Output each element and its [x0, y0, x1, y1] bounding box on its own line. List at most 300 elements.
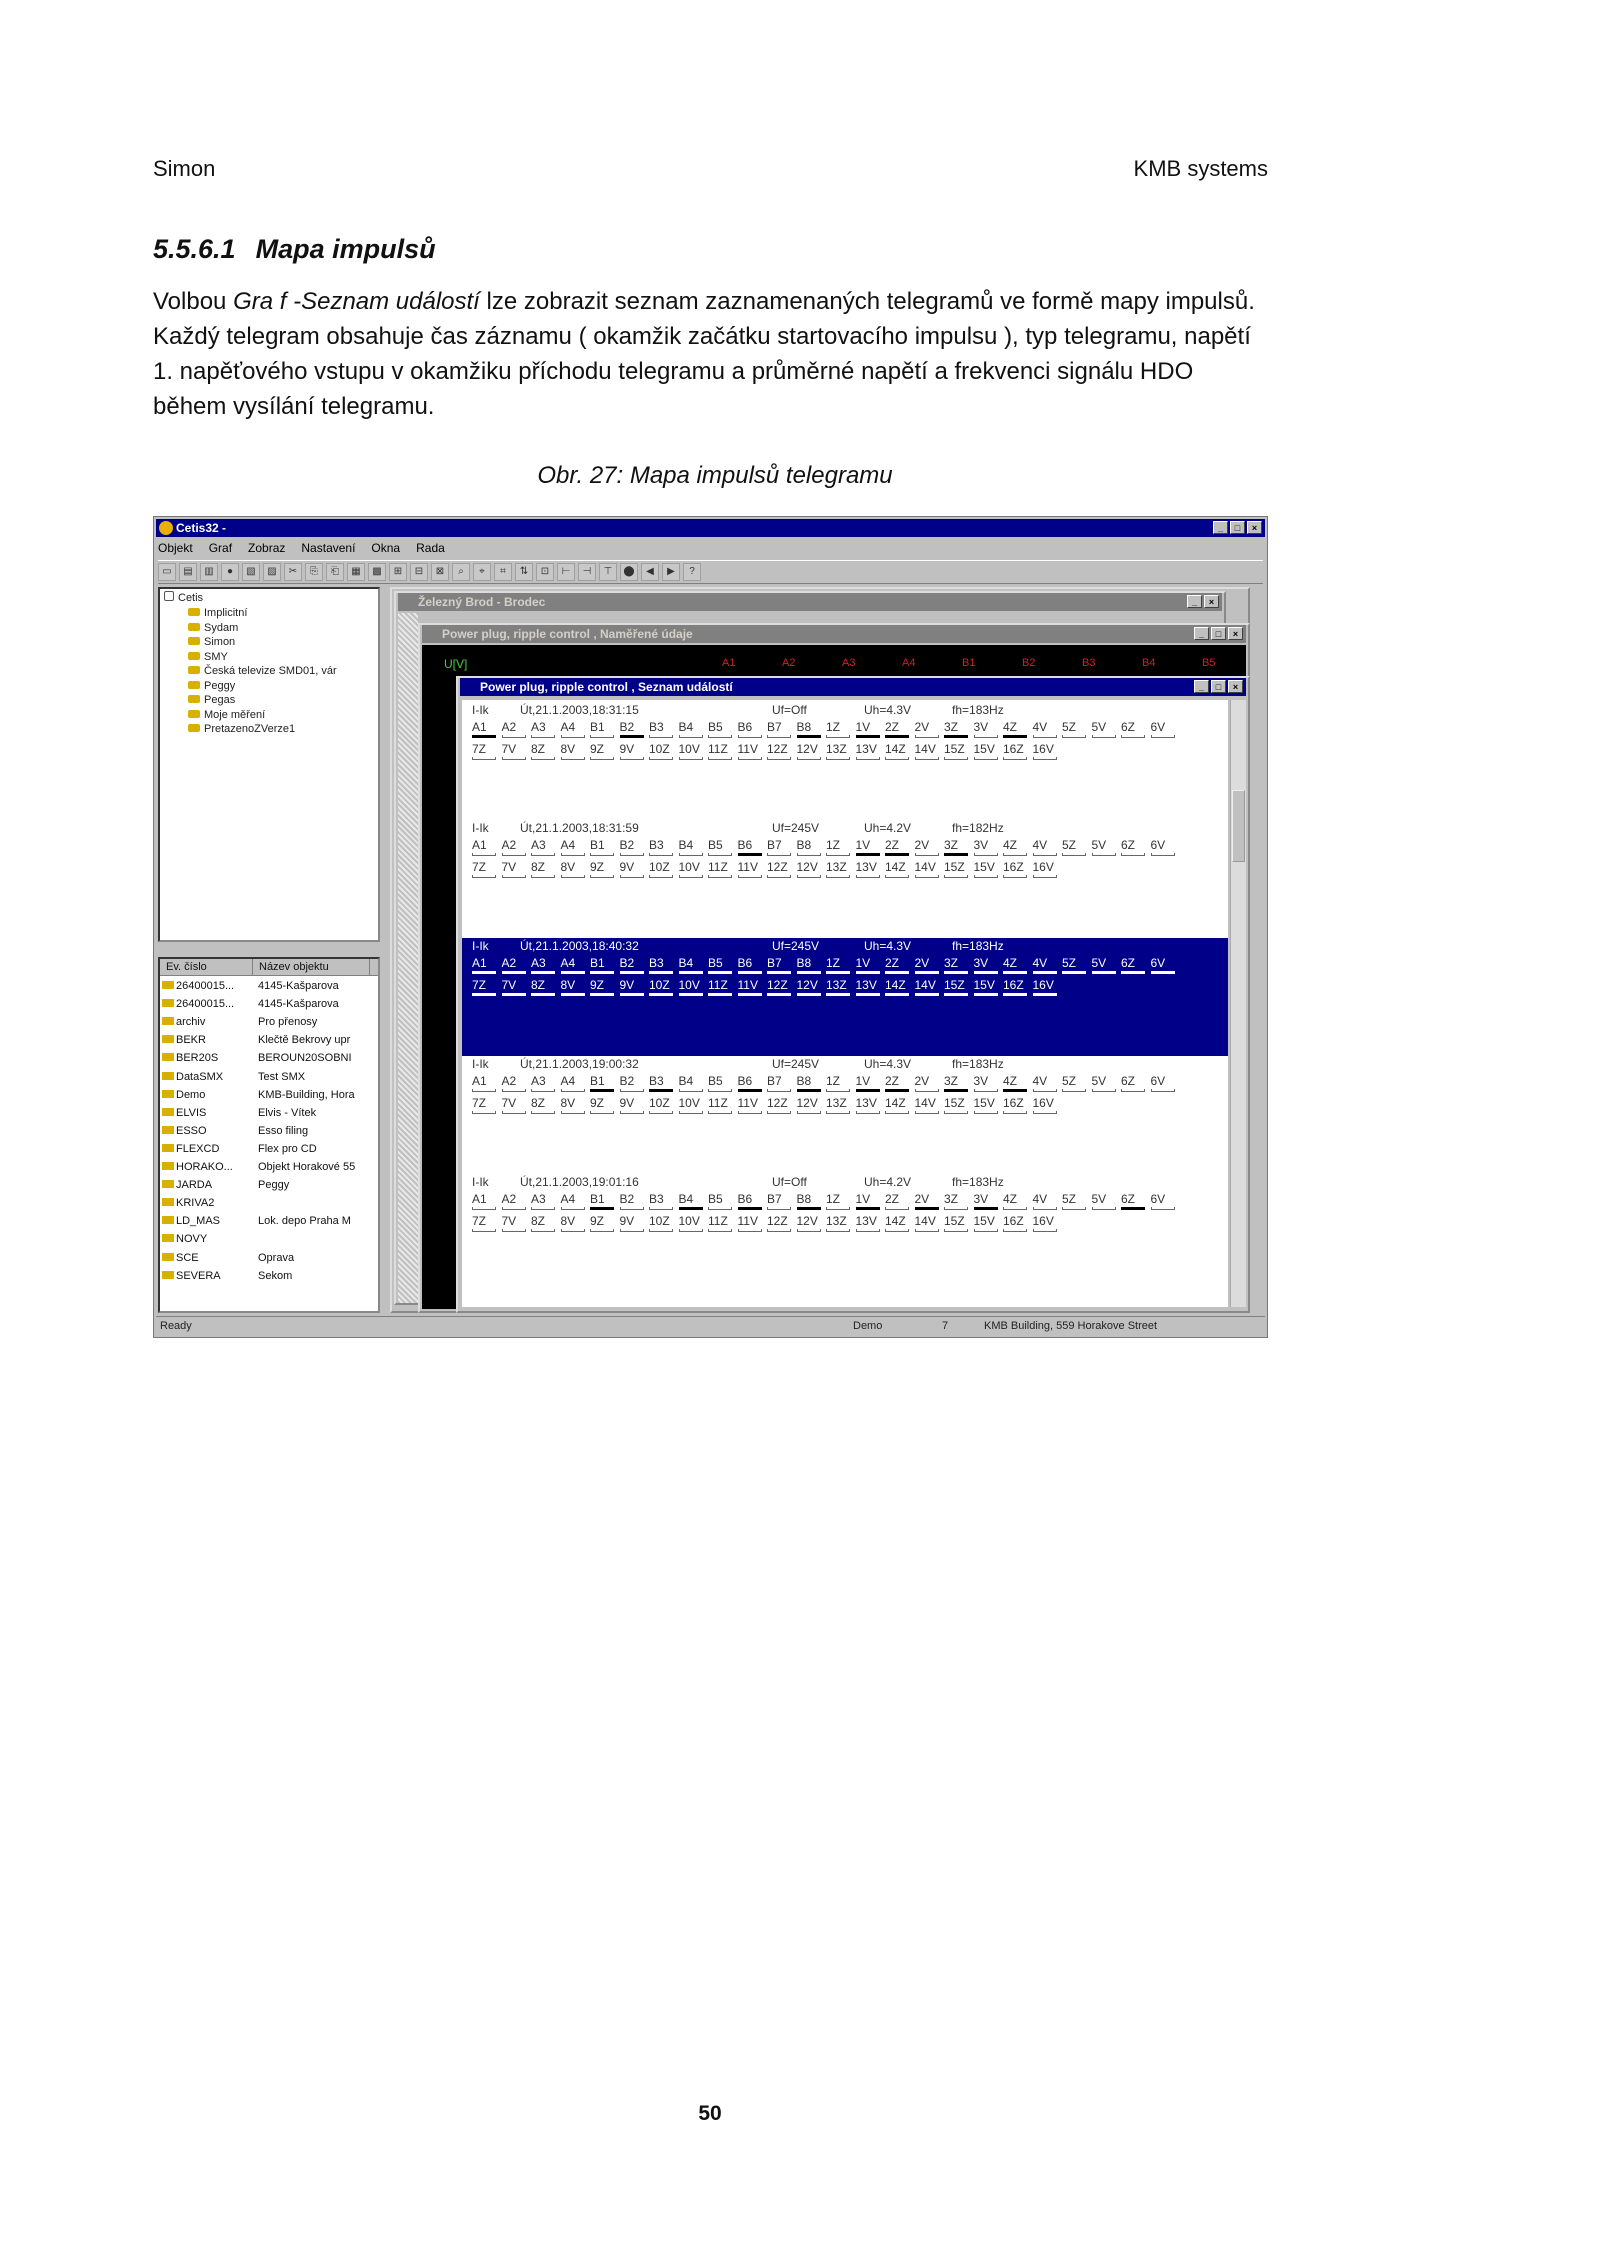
- list-row[interactable]: [160, 977, 378, 995]
- impulse-cell: 12V: [795, 1096, 825, 1110]
- impulse-cell: A2: [500, 838, 530, 852]
- impulse-cell: 6V: [1149, 720, 1179, 734]
- impulse-cell: 14Z: [883, 1096, 913, 1110]
- list-cell-nazev: Esso filing: [258, 1124, 309, 1137]
- impulse-cell: 7V: [500, 742, 530, 756]
- event-time: Út,21.1.2003,18:31:15: [520, 703, 639, 717]
- impulse-cell: 1V: [854, 956, 884, 970]
- impulse-cell: A1: [470, 838, 500, 852]
- minimize-icon[interactable]: _: [1194, 680, 1209, 693]
- impulse-cell: 14Z: [883, 742, 913, 756]
- impulse-cell: 14Z: [883, 1214, 913, 1228]
- list-row[interactable]: [160, 1230, 378, 1248]
- list-row[interactable]: [160, 1249, 378, 1267]
- impulse-cell: A1: [470, 1192, 500, 1206]
- impulse-cell: B4: [677, 1192, 707, 1206]
- minimize-icon[interactable]: _: [1194, 627, 1209, 640]
- impulse-cell: 13Z: [824, 1214, 854, 1228]
- event-type: I-Ik: [472, 1175, 489, 1189]
- chart-label: A2: [782, 657, 796, 669]
- impulse-cell: 16Z: [1001, 1096, 1031, 1110]
- impulse-cell: B1: [588, 838, 618, 852]
- list-cell-nazev: KMB-Building, Hora: [258, 1088, 355, 1101]
- impulse-cell: B7: [765, 1074, 795, 1088]
- toolbar-button-icon[interactable]: ▦: [347, 563, 365, 581]
- list-cell-evcislo: 26400015...: [162, 977, 254, 995]
- impulse-row-1: [470, 838, 1178, 852]
- impulse-cell: A3: [529, 838, 559, 852]
- impulse-cell: 5V: [1090, 1074, 1120, 1088]
- seznam-title: Power plug, ripple control , Seznam událostí: [480, 680, 733, 694]
- impulse-cell: B5: [706, 720, 736, 734]
- section-title-text: Mapa impulsů: [255, 234, 436, 264]
- impulse-cell: B6: [736, 1074, 766, 1088]
- toolbar-button-icon[interactable]: ✂: [284, 563, 302, 581]
- menu-item[interactable]: Zobraz: [248, 541, 286, 555]
- status-ready: Ready: [160, 1320, 192, 1332]
- list-cell-evcislo: SCE: [162, 1249, 254, 1267]
- event-item[interactable]: [462, 1174, 1228, 1292]
- event-scrollbar[interactable]: [1230, 700, 1246, 1307]
- list-header-nazev[interactable]: Název objektu: [253, 959, 370, 975]
- event-meta: [472, 1057, 1228, 1073]
- impulse-cell: 11Z: [706, 1096, 736, 1110]
- impulse-cell: B1: [588, 1192, 618, 1206]
- toolbar-button-icon[interactable]: ⌗: [494, 563, 512, 581]
- list-cell-evcislo: 26400015...: [162, 995, 254, 1013]
- impulse-cell: 6Z: [1119, 956, 1149, 970]
- impulse-cell: 16V: [1031, 978, 1061, 992]
- impulse-cell: B6: [736, 838, 766, 852]
- impulse-cell: 10Z: [647, 742, 677, 756]
- impulse-cell: 1V: [854, 1192, 884, 1206]
- toolbar-button-icon[interactable]: ◀: [641, 563, 659, 581]
- impulse-cell: 14V: [913, 1096, 943, 1110]
- event-item[interactable]: [462, 938, 1228, 1056]
- impulse-cell: 4Z: [1001, 956, 1031, 970]
- impulse-cell: 15V: [972, 742, 1002, 756]
- list-row[interactable]: [160, 1267, 378, 1285]
- impulse-cell: 5Z: [1060, 838, 1090, 852]
- list-cell-nazev: Klečtě Bekrovy upr: [258, 1034, 351, 1047]
- impulse-cell: 11V: [736, 860, 766, 874]
- impulse-cell: 7Z: [470, 742, 500, 756]
- impulse-cell: 12Z: [765, 978, 795, 992]
- impulse-cell: 1V: [854, 1074, 884, 1088]
- list-row[interactable]: [160, 1104, 378, 1122]
- impulse-cell: 13Z: [824, 1096, 854, 1110]
- app-title: Cetis32 -: [176, 521, 227, 535]
- impulse-cell: 11V: [736, 978, 766, 992]
- app-titlebar: [156, 519, 1265, 537]
- impulse-cell: 2V: [913, 720, 943, 734]
- toolbar-button-icon[interactable]: ⊡: [536, 563, 554, 581]
- impulse-cell: 2Z: [883, 720, 913, 734]
- menu-item[interactable]: Nastavení: [301, 541, 356, 555]
- list-cell-evcislo: HORAKO...: [162, 1158, 254, 1176]
- impulse-cell: 8V: [559, 1096, 589, 1110]
- tree-item[interactable]: Česká televize SMD01, vár: [188, 665, 337, 677]
- impulse-cell: B7: [765, 720, 795, 734]
- window-seznam-udalosti[interactable]: [456, 676, 1250, 1313]
- impulse-cell: 3V: [972, 720, 1002, 734]
- tree-item[interactable]: SMY: [188, 651, 228, 663]
- impulse-cell: 2Z: [883, 1074, 913, 1088]
- impulse-cell: 9Z: [588, 1096, 618, 1110]
- impulse-cell: 8Z: [529, 1096, 559, 1110]
- impulse-cell: 12V: [795, 1214, 825, 1228]
- impulse-cell: 15Z: [942, 1214, 972, 1228]
- close-icon[interactable]: ×: [1228, 680, 1243, 693]
- impulse-cell: 4Z: [1001, 838, 1031, 852]
- app-icon: [159, 521, 173, 535]
- header-right: KMB systems: [1133, 156, 1268, 181]
- impulse-cell: B6: [736, 956, 766, 970]
- toolbar-button-icon[interactable]: ⌖: [473, 563, 491, 581]
- impulse-cell: B6: [736, 720, 766, 734]
- event-type: I-Ik: [472, 703, 489, 717]
- maximize-icon[interactable]: □: [1211, 627, 1226, 640]
- impulse-cell: 15Z: [942, 978, 972, 992]
- toolbar-button-icon[interactable]: ▧: [242, 563, 260, 581]
- impulse-cell: 10V: [677, 860, 707, 874]
- impulse-cell: 6Z: [1119, 1192, 1149, 1206]
- event-item[interactable]: [462, 820, 1228, 938]
- impulse-cell: B1: [588, 1074, 618, 1088]
- impulse-cell: 12Z: [765, 742, 795, 756]
- impulse-cell: 7Z: [470, 1214, 500, 1228]
- impulse-cell: 4Z: [1001, 1192, 1031, 1206]
- impulse-cell: B8: [795, 1074, 825, 1088]
- impulse-cell: 8V: [559, 742, 589, 756]
- list-row[interactable]: [160, 1158, 378, 1176]
- list-header-evcislo[interactable]: Ev. číslo: [160, 959, 253, 975]
- impulse-cell: 3Z: [942, 720, 972, 734]
- impulse-cell: 12V: [795, 860, 825, 874]
- impulse-cell: 5V: [1090, 1192, 1120, 1206]
- toolbar-button-icon[interactable]: ●: [221, 563, 239, 581]
- minimize-icon[interactable]: _: [1187, 595, 1202, 608]
- impulse-cell: 13Z: [824, 978, 854, 992]
- close-icon[interactable]: ×: [1204, 595, 1219, 608]
- tree-item[interactable]: Moje měření: [188, 709, 265, 721]
- toolbar-button-icon[interactable]: ⊟: [410, 563, 428, 581]
- list-cell-nazev: Sekom: [258, 1269, 293, 1282]
- toolbar-button-icon[interactable]: ⊤: [599, 563, 617, 581]
- list-cell-nazev: Pro přenosy: [258, 1016, 318, 1029]
- toolbar-button-icon[interactable]: ▥: [200, 563, 218, 581]
- impulse-cell: 3Z: [942, 1074, 972, 1088]
- impulse-cell: 7V: [500, 1096, 530, 1110]
- impulse-cell: 5V: [1090, 720, 1120, 734]
- impulse-cell: 7V: [500, 860, 530, 874]
- event-fh: fh=183Hz: [952, 1057, 1004, 1071]
- impulse-cell: 3V: [972, 1074, 1002, 1088]
- event-meta: [472, 821, 1228, 837]
- object-list: [158, 957, 380, 1313]
- event-list[interactable]: [462, 700, 1228, 1307]
- impulse-cell: B6: [736, 1192, 766, 1206]
- impulse-cell: 9V: [618, 1214, 648, 1228]
- impulse-cell: 6Z: [1119, 838, 1149, 852]
- impulse-cell: B2: [618, 838, 648, 852]
- impulse-cell: 4Z: [1001, 1074, 1031, 1088]
- event-fh: fh=182Hz: [952, 821, 1004, 835]
- impulse-cell: 11V: [736, 1096, 766, 1110]
- list-row[interactable]: [160, 1049, 378, 1067]
- para-menu-path: Gra f -Seznam událostí: [233, 288, 480, 315]
- impulse-cell: 9V: [618, 978, 648, 992]
- impulse-cell: 12V: [795, 978, 825, 992]
- impulse-cell: 14Z: [883, 860, 913, 874]
- impulse-cell: 7Z: [470, 978, 500, 992]
- tree-item[interactable]: Peggy: [188, 680, 235, 692]
- list-row[interactable]: [160, 1176, 378, 1194]
- impulse-cell: B8: [795, 956, 825, 970]
- impulse-row-1: [470, 956, 1178, 970]
- list-cell-nazev: Flex pro CD: [258, 1142, 317, 1155]
- impulse-cell: 2Z: [883, 1192, 913, 1206]
- toolbar-button-icon[interactable]: ▩: [368, 563, 386, 581]
- impulse-cell: 9V: [618, 742, 648, 756]
- toolbar: [158, 560, 1263, 584]
- toolbar-button-icon[interactable]: ▶: [662, 563, 680, 581]
- toolbar-button-icon[interactable]: ⬤: [620, 563, 638, 581]
- impulse-cell: A4: [559, 720, 589, 734]
- impulse-row-1: [470, 1192, 1178, 1206]
- impulse-cell: 14V: [913, 1214, 943, 1228]
- impulse-cell: 6V: [1149, 1192, 1179, 1206]
- impulse-cell: B8: [795, 1192, 825, 1206]
- toolbar-button-icon[interactable]: ⊞: [389, 563, 407, 581]
- impulse-cell: 1V: [854, 720, 884, 734]
- namerene-title: Power plug, ripple control , Naměřené údaje: [442, 627, 693, 641]
- impulse-cell: 1Z: [824, 956, 854, 970]
- impulse-cell: B5: [706, 1074, 736, 1088]
- list-row[interactable]: [160, 1086, 378, 1104]
- list-cell-nazev: Lok. depo Praha M: [258, 1215, 351, 1228]
- object-tree: [158, 587, 380, 942]
- event-uf: Uf=245V: [772, 821, 820, 835]
- impulse-row-1: [470, 1074, 1178, 1088]
- impulse-cell: 7V: [500, 1214, 530, 1228]
- toolbar-button-icon[interactable]: ⊢: [557, 563, 575, 581]
- impulse-cell: B4: [677, 956, 707, 970]
- event-uf: Uf=Off: [772, 1175, 807, 1189]
- impulse-cell: A2: [500, 720, 530, 734]
- impulse-cell: A3: [529, 1192, 559, 1206]
- impulse-cell: 5Z: [1060, 956, 1090, 970]
- impulse-cell: 10Z: [647, 978, 677, 992]
- toolbar-button-icon[interactable]: ⇅: [515, 563, 533, 581]
- header-left: Simon: [153, 156, 216, 181]
- impulse-cell: 13V: [854, 860, 884, 874]
- chart-label: B5: [1202, 657, 1216, 669]
- maximize-icon[interactable]: □: [1230, 521, 1245, 534]
- toolbar-button-icon[interactable]: ▭: [158, 563, 176, 581]
- impulse-cell: B3: [647, 1192, 677, 1206]
- list-row[interactable]: [160, 1122, 378, 1140]
- impulse-cell: B5: [706, 838, 736, 852]
- impulse-cell: B4: [677, 720, 707, 734]
- impulse-cell: B8: [795, 720, 825, 734]
- list-cell-evcislo: BEKR: [162, 1031, 254, 1049]
- impulse-cell: 5Z: [1060, 1074, 1090, 1088]
- list-cell-nazev: Test SMX: [258, 1070, 306, 1083]
- impulse-cell: B7: [765, 956, 795, 970]
- impulse-cell: 16Z: [1001, 742, 1031, 756]
- scroll-thumb[interactable]: [1232, 790, 1245, 862]
- list-row[interactable]: [160, 1194, 378, 1212]
- event-time: Út,21.1.2003,19:00:32: [520, 1057, 639, 1071]
- impulse-cell: 16V: [1031, 742, 1061, 756]
- cetis-screenshot: [153, 516, 1268, 1338]
- menu-item[interactable]: Okna: [371, 541, 401, 555]
- impulse-cell: 2Z: [883, 838, 913, 852]
- list-cell-evcislo: DataSMX: [162, 1068, 254, 1086]
- impulse-cell: B1: [588, 956, 618, 970]
- menu-item[interactable]: Objekt: [158, 541, 193, 555]
- chart-label: B1: [962, 657, 976, 669]
- tree-root[interactable]: Cetis: [164, 591, 203, 604]
- toolbar-button-icon[interactable]: ⊣: [578, 563, 596, 581]
- event-uf: Uf=245V: [772, 1057, 820, 1071]
- impulse-cell: 7V: [500, 978, 530, 992]
- impulse-cell: A2: [500, 956, 530, 970]
- impulse-cell: 16Z: [1001, 1214, 1031, 1228]
- chart-label: B3: [1082, 657, 1096, 669]
- impulse-cell: 10V: [677, 1214, 707, 1228]
- impulse-cell: 14V: [913, 742, 943, 756]
- impulse-cell: 1Z: [824, 1074, 854, 1088]
- impulse-cell: 15V: [972, 978, 1002, 992]
- event-uh: Uh=4.3V: [864, 939, 912, 953]
- list-cell-evcislo: Demo: [162, 1086, 254, 1104]
- list-cell-nazev: Oprava: [258, 1251, 295, 1264]
- list-cell-nazev: BEROUN20SOBNI: [258, 1052, 352, 1065]
- event-meta: [472, 1175, 1228, 1191]
- impulse-row-2: [470, 860, 1060, 874]
- impulse-cell: 16Z: [1001, 860, 1031, 874]
- menu-item[interactable]: Graf: [208, 541, 233, 555]
- impulse-cell: 1Z: [824, 1192, 854, 1206]
- impulse-cell: 9V: [618, 1096, 648, 1110]
- list-cell-evcislo: JARDA: [162, 1176, 254, 1194]
- close-icon[interactable]: ×: [1228, 627, 1243, 640]
- impulse-cell: 5Z: [1060, 720, 1090, 734]
- impulse-cell: A2: [500, 1192, 530, 1206]
- impulse-cell: 3V: [972, 838, 1002, 852]
- event-time: Út,21.1.2003,19:01:16: [520, 1175, 639, 1189]
- tree-item[interactable]: Pegas: [188, 694, 235, 706]
- chart-label: A3: [842, 657, 856, 669]
- list-row[interactable]: [160, 1212, 378, 1230]
- event-type: I-Ik: [472, 821, 489, 835]
- impulse-cell: 16V: [1031, 1096, 1061, 1110]
- impulse-cell: B3: [647, 1074, 677, 1088]
- impulse-cell: B4: [677, 1074, 707, 1088]
- chart-label: A1: [722, 657, 736, 669]
- toolbar-button-icon[interactable]: ▨: [263, 563, 281, 581]
- impulse-cell: A3: [529, 1074, 559, 1088]
- impulse-cell: 4V: [1031, 1074, 1061, 1088]
- tree-item[interactable]: Simon: [188, 636, 235, 648]
- impulse-cell: B2: [618, 720, 648, 734]
- impulse-cell: 7Z: [470, 1096, 500, 1110]
- impulse-cell: 8V: [559, 978, 589, 992]
- toolbar-button-icon[interactable]: ⎘: [305, 563, 323, 581]
- impulse-cell: B3: [647, 956, 677, 970]
- tree-item[interactable]: Implicitní: [188, 607, 247, 619]
- toolbar-button-icon[interactable]: ⌕: [452, 563, 470, 581]
- seznam-titlebar: [460, 678, 1246, 696]
- impulse-cell: A3: [529, 720, 559, 734]
- impulse-cell: 9Z: [588, 860, 618, 874]
- impulse-cell: 13V: [854, 978, 884, 992]
- impulse-cell: 10V: [677, 1096, 707, 1110]
- tree-item[interactable]: PretazenoZVerze1: [188, 723, 295, 735]
- toolbar-button-icon[interactable]: ⎗: [326, 563, 344, 581]
- impulse-cell: B3: [647, 720, 677, 734]
- impulse-cell: 9Z: [588, 1214, 618, 1228]
- toolbar-button-icon[interactable]: ⊠: [431, 563, 449, 581]
- list-row[interactable]: [160, 1140, 378, 1158]
- impulse-cell: B2: [618, 956, 648, 970]
- impulse-row-2: [470, 978, 1060, 992]
- event-item[interactable]: [462, 702, 1228, 820]
- toolbar-button-icon[interactable]: ?: [683, 563, 701, 581]
- list-row[interactable]: [160, 1068, 378, 1086]
- event-fh: fh=183Hz: [952, 1175, 1004, 1189]
- impulse-cell: 1Z: [824, 838, 854, 852]
- menu-item[interactable]: Rada: [416, 541, 445, 555]
- impulse-cell: 4V: [1031, 1192, 1061, 1206]
- close-icon[interactable]: ×: [1247, 521, 1262, 534]
- maximize-icon[interactable]: □: [1211, 680, 1226, 693]
- impulse-cell: 14V: [913, 978, 943, 992]
- impulse-cell: 15Z: [942, 1096, 972, 1110]
- toolbar-button-icon[interactable]: ▤: [179, 563, 197, 581]
- list-cell-nazev: 4145-Kašparova: [258, 998, 339, 1011]
- list-row[interactable]: [160, 1013, 378, 1031]
- impulse-cell: 4V: [1031, 720, 1061, 734]
- event-item[interactable]: [462, 1056, 1228, 1174]
- tree-item[interactable]: Sydam: [188, 622, 238, 634]
- impulse-cell: 15V: [972, 1214, 1002, 1228]
- impulse-cell: 11Z: [706, 742, 736, 756]
- list-row[interactable]: [160, 995, 378, 1013]
- list-header: [160, 959, 378, 976]
- impulse-cell: 8V: [559, 860, 589, 874]
- impulse-cell: 8Z: [529, 1214, 559, 1228]
- namerene-titlebar: [422, 625, 1246, 643]
- impulse-cell: 2V: [913, 838, 943, 852]
- minimize-icon[interactable]: _: [1213, 521, 1228, 534]
- impulse-cell: A4: [559, 956, 589, 970]
- impulse-cell: 5Z: [1060, 1192, 1090, 1206]
- impulse-cell: B7: [765, 1192, 795, 1206]
- list-row[interactable]: [160, 1031, 378, 1049]
- impulse-cell: 14Z: [883, 978, 913, 992]
- impulse-cell: A4: [559, 1074, 589, 1088]
- status-name: KMB Building, 559 Horakove Street: [984, 1320, 1158, 1332]
- impulse-cell: 11Z: [706, 1214, 736, 1228]
- impulse-cell: A1: [470, 1074, 500, 1088]
- impulse-cell: 1Z: [824, 720, 854, 734]
- impulse-cell: 16V: [1031, 1214, 1061, 1228]
- event-type: I-Ik: [472, 939, 489, 953]
- zelezny-title: Železný Brod - Brodec: [418, 595, 546, 609]
